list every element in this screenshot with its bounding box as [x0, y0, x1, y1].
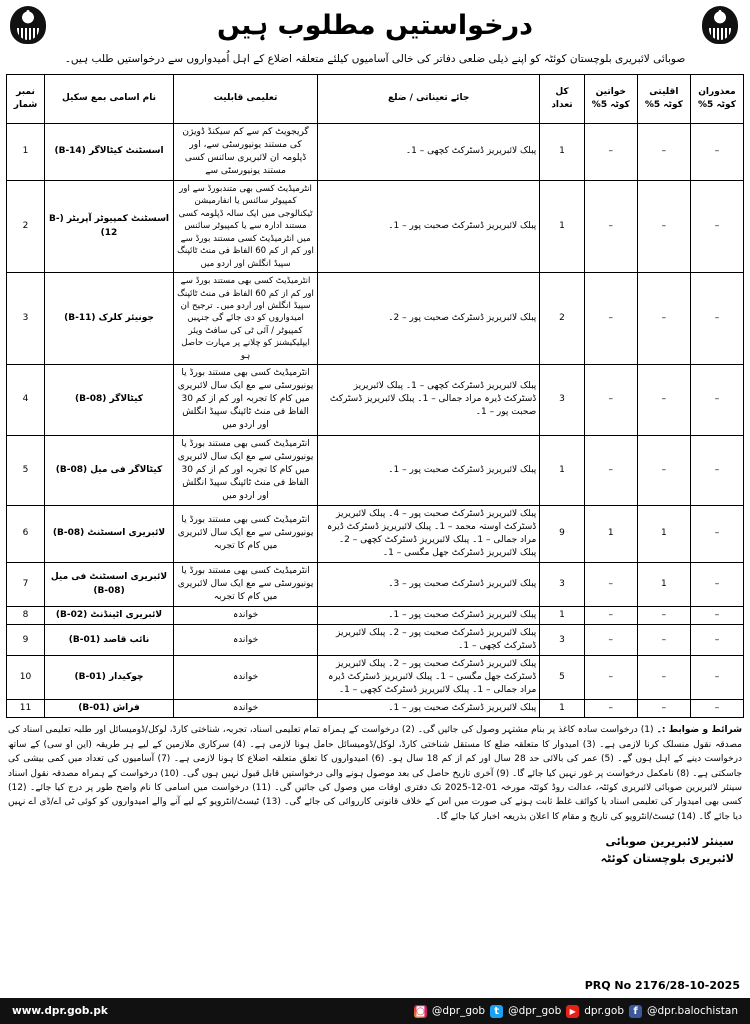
- cell-minority: –: [637, 607, 690, 625]
- cell-total: 1: [540, 180, 584, 272]
- header-women-quota: خواتین کوٹہ 5%: [584, 74, 637, 123]
- cell-disabled: –: [690, 607, 743, 625]
- cell-sr: 7: [7, 562, 45, 606]
- cell-qualification: خواندہ: [173, 625, 317, 656]
- cell-total: 1: [540, 607, 584, 625]
- cell-place: پبلک لائبریریز ڈسٹرکٹ صحبت پور – 1۔: [318, 180, 540, 272]
- header-minority-quota: اقلیتی کوٹہ 5%: [637, 74, 690, 123]
- govt-balochistan-crest-icon-left: [10, 6, 48, 46]
- signature-line-1: سینئر لائبریرین صوبائی: [605, 835, 734, 849]
- cell-minority: –: [637, 625, 690, 656]
- table-row: [7, 607, 744, 625]
- cell-minority: –: [637, 123, 690, 180]
- header-qualification: تعلیمی قابلیت: [173, 74, 317, 123]
- cell-post: نائب قاصد (B-01): [45, 625, 174, 656]
- cell-post: لائبریری اٹینڈنٹ (B-02): [45, 607, 174, 625]
- cell-qualification: گریجویٹ کم سے کم سیکنڈ ڈویژن کی مستند یونیورسٹی سے، اور ڈپلومہ ان لائبریری سائنس کسی مستند یونیورسٹی سے: [173, 123, 317, 180]
- cell-disabled: –: [690, 505, 743, 562]
- table-body: [7, 123, 744, 718]
- cell-women: –: [584, 180, 637, 272]
- cell-sr: 4: [7, 365, 45, 435]
- youtube-handle: dpr.gob: [584, 1005, 625, 1017]
- cell-sr: 5: [7, 435, 45, 505]
- cell-sr: 8: [7, 607, 45, 625]
- cell-total: 3: [540, 365, 584, 435]
- cell-women: –: [584, 435, 637, 505]
- cell-post: لائبریری اسسٹنٹ (B-08): [45, 505, 174, 562]
- table-row: [7, 123, 744, 180]
- cell-minority: –: [637, 656, 690, 700]
- cell-place: پبلک لائبریریز ڈسٹرکٹ صحبت پور – 4۔ پبلک لائبریریز ڈسٹرکٹ اوستہ محمد – 1۔ پبلک لائبریریز ڈسٹرکٹ ڈیرہ مراد جمالی – 1۔ پبلک لائبریریز ڈسٹرکٹ کچھی – 2۔ پبلک لائبریریز ڈسٹرکٹ جھل مگسی – 1۔: [318, 505, 540, 562]
- cell-total: 2: [540, 273, 584, 365]
- header-disabled-quota: معذوران کوٹہ 5%: [690, 74, 743, 123]
- cell-sr: 3: [7, 273, 45, 365]
- cell-qualification: خواندہ: [173, 700, 317, 718]
- cell-place: پبلک لائبریریز ڈسٹرکٹ کچھی – 1۔: [318, 123, 540, 180]
- conditions-text: (1) درخواست سادہ کاغذ پر بنام مشتہر وصول کی جائیں گی۔ (2) درخواست کے ہمراہ تمام تعلیمی اسناد، تجربہ، شناختی کارڈ، لوکل/ڈومیسائل اور طلبہ تعلیمی اسناد کی مصدقہ نقول منسلک کرنا لازمی ہے۔ (3) امیدوار کا متعلقہ ضلع کا مستقل شناختی کارڈ، لوکل/ڈومیسائل حامل ہونا لازمی ہے۔ (4) سرکاری ملازمین کے لیے ہر طریقہ (این او سی) کے ساتھ درخواست دینے کے اہل ہوں گے۔ (5) عمر کی بالائی حد 28 سال اور کم از کم 18 سال ہو۔ (6) امیدواروں کا تعلق متعلقہ اضلاع کا ہونا لازمی ہے۔ (7) آسامیوں کی تعداد میں کمی بیشی کی جاسکتی ہے۔ (8) نامکمل درخواست پر غور نہیں کیا جائے گا۔ (9) آخری تاریخ حاصل کی بعد موصول ہونے والی درخواستیں قابل قبول نہیں ہوں گی۔ (10) درخواست کے ہمراہ مصدقہ نقول اسناد سینئر لائبریرین صوبائی لائبریری کوئٹہ، عدالت روڈ کوئٹہ مورخہ 01-12-2025 تک دفتری اوقات میں وصول کی جائیں گی۔ (11) درخواست میں اسامی کا نام واضح طور پر درج کیا جائے۔ (12) کسی بھی امیدوار کی تعلیمی اسناد یا کوائف غلط ثابت ہونے کی صورت میں اس کے خلاف قانونی کارروائی کی جائے گی۔ (13) ٹیسٹ/انٹرویو کے لیے آنے والے امیدواروں کو کوئی ٹی اے/ڈی اے نہیں دیا جائے گا۔ (14) ٹیسٹ/انٹرویو کی تاریخ و مقام کا اعلان بذریعہ اخبار کیا جائے گا۔: [8, 725, 743, 822]
- cell-women: –: [584, 123, 637, 180]
- prq-number: PRQ No 2176/28-10-2025: [584, 979, 740, 992]
- cell-qualification: خواندہ: [173, 607, 317, 625]
- cell-disabled: –: [690, 435, 743, 505]
- cell-disabled: –: [690, 656, 743, 700]
- cell-disabled: –: [690, 273, 743, 365]
- cell-place: پبلک لائبریریز ڈسٹرکٹ صحبت پور – 2۔: [318, 273, 540, 365]
- cell-post: اسسٹنٹ کیٹالاگر (B-14): [45, 123, 174, 180]
- cell-women: –: [584, 607, 637, 625]
- footer-bar: [0, 998, 750, 1024]
- page-title: درخواستیں مطلوب ہیں: [217, 10, 533, 41]
- cell-qualification: خواندہ: [173, 656, 317, 700]
- table-row: [7, 505, 744, 562]
- cell-total: 5: [540, 656, 584, 700]
- cell-sr: 6: [7, 505, 45, 562]
- cell-qualification: انٹرمیڈیٹ کسی بھی مستند بورڈ سے اور کم از کم 60 الفاظ فی منٹ ٹائپنگ سپیڈ انگلش اور اردو میں۔ ترجیح ان امیدواروں کو دی جائے گی جنہیں کمپیوٹر / آئی ٹی کی سافٹ ویئر ایپلیکیشنز کو چلانے پر مہارت حاصل ہو: [173, 273, 317, 365]
- cell-disabled: –: [690, 365, 743, 435]
- cell-women: –: [584, 700, 637, 718]
- header-sr: نمبر شمار: [7, 74, 45, 123]
- cell-qualification: انٹرمیڈیٹ کسی بھی متندبورڈ سے اور کمپیوٹر سائنس یا انفارمیشن ٹیکنالوجی میں ایک سالہ ڈپلومہ کسی مستند ادارہ سے یا کمپیوٹر سائنس میں انٹرمیڈیٹ کسی مستند بورڈ سے اور کم از کم 60 الفاظ فی منٹ ٹائپنگ سپیڈ انگلش اور اردو میں: [173, 180, 317, 272]
- signature-line-2: لائبریری بلوچستان کوئٹہ: [600, 851, 734, 865]
- cell-place: پبلک لائبریریز ڈسٹرکٹ صحبت پور – 2۔ پبلک لائبریریز ڈسٹرکٹ کچھی – 1۔: [318, 625, 540, 656]
- twitter-handle: @dpr_gob: [508, 1005, 562, 1017]
- cell-post: لائبریری اسسٹنٹ فی میل (B-08): [45, 562, 174, 606]
- cell-disabled: –: [690, 625, 743, 656]
- cell-qualification: انٹرمیڈیٹ کسی بھی مستند بورڈ یا یونیورسٹی سے مع ایک سال لائبریری میں کام کا تجربہ اور کم از کم 30 الفاظ فی منٹ ٹائپنگ سپیڈ انگلش اور اردو میں: [173, 435, 317, 505]
- table-row: [7, 562, 744, 606]
- table-row: [7, 435, 744, 505]
- cell-sr: 11: [7, 700, 45, 718]
- cell-total: 1: [540, 123, 584, 180]
- footer-social-links: [414, 1005, 738, 1018]
- cell-women: –: [584, 365, 637, 435]
- intro-paragraph: صوبائی لائبریری بلوچستان کوئٹہ کو اپنے ذیلی ضلعی دفاتر کی خالی آسامیوں کیلئے متعلقہ اضلاع کے اہل اُمیدواروں سے درخواستیں طلب ہیں۔: [64, 53, 686, 65]
- cell-disabled: –: [690, 700, 743, 718]
- cell-women: –: [584, 656, 637, 700]
- table-row: [7, 700, 744, 718]
- youtube-icon: ▶: [566, 1005, 579, 1018]
- header-total: کل تعداد: [540, 74, 584, 123]
- instagram-handle: @dpr_gob: [431, 1005, 486, 1017]
- cell-disabled: –: [690, 180, 743, 272]
- cell-post: کیٹالاگر فی میل (B-08): [45, 435, 174, 505]
- cell-sr: 9: [7, 625, 45, 656]
- conditions-title: شرائط و ضوابط :۔: [656, 725, 742, 736]
- cell-total: 9: [540, 505, 584, 562]
- govt-balochistan-crest-icon-right: [702, 6, 740, 46]
- cell-minority: 1: [637, 505, 690, 562]
- cell-post: اسسٹنٹ کمپیوٹر آپریٹر (B-12): [45, 180, 174, 272]
- footer-website[interactable]: www.dpr.gob.pk: [12, 1005, 108, 1017]
- cell-sr: 10: [7, 656, 45, 700]
- cell-place: پبلک لائبریریز ڈسٹرکٹ صحبت پور – 1۔: [318, 607, 540, 625]
- cell-post: فراش (B-01): [45, 700, 174, 718]
- cell-minority: –: [637, 365, 690, 435]
- cell-place: پبلک لائبریریز ڈسٹرکٹ صحبت پور – 2۔ پبلک لائبریریز ڈسٹرکٹ جھل مگسی – 1۔ پبلک لائبریریز ڈسٹرکٹ ڈیرہ مراد جمالی – 1۔ پبلک لائبریریز ڈسٹرکٹ کچھی – 1۔: [318, 656, 540, 700]
- cell-qualification: انٹرمیڈیٹ کسی بھی مستند بورڈ یا یونیورسٹی سے مع ایک سال لائبریری میں کام کا تجربہ: [173, 505, 317, 562]
- table-row: [7, 273, 744, 365]
- cell-qualification: انٹرمیڈیٹ کسی بھی مستند بورڈ یا یونیورسٹی سے مع ایک سال لائبریری میں کام کا تجربہ اور کم از کم 30 الفاظ فی منٹ ٹائپنگ سپیڈ انگلش اور اردو میں: [173, 365, 317, 435]
- signature-block: [6, 828, 744, 871]
- table-header-row: [7, 74, 744, 123]
- social-facebook[interactable]: [629, 1005, 738, 1018]
- social-twitter[interactable]: [490, 1005, 561, 1018]
- cell-post: چوکیدار (B-01): [45, 656, 174, 700]
- cell-minority: 1: [637, 562, 690, 606]
- cell-women: –: [584, 625, 637, 656]
- cell-place: پبلک لائبریریز ڈسٹرکٹ صحبت پور – 3۔: [318, 562, 540, 606]
- header-place: جائے تعیناتی / ضلع: [318, 74, 540, 123]
- cell-women: –: [584, 273, 637, 365]
- instagram-icon: ◙: [415, 1005, 426, 1017]
- header: [6, 4, 744, 50]
- cell-post: کیٹالاگر (B-08): [45, 365, 174, 435]
- cell-women: 1: [584, 505, 637, 562]
- cell-sr: 1: [7, 123, 45, 180]
- cell-qualification: انٹرمیڈیٹ کسی بھی مستند بورڈ یا یونیورسٹی سے مع ایک سال لائبریری میں کام کا تجربہ: [173, 562, 317, 606]
- cell-place: پبلک لائبریریز ڈسٹرکٹ کچھی – 1۔ پبلک لائبریریز ڈسٹرکٹ ڈیرہ مراد جمالی – 1۔ پبلک لائبریریز ڈسٹرکٹ صحبت پور – 1۔: [318, 365, 540, 435]
- conditions-section: [6, 718, 744, 828]
- cell-minority: –: [637, 273, 690, 365]
- social-instagram[interactable]: [414, 1005, 485, 1018]
- cell-total: 3: [540, 625, 584, 656]
- header-post: نام اسامی بمع سکیل: [45, 74, 174, 123]
- facebook-handle: @dpr.balochistan: [647, 1005, 738, 1017]
- cell-total: 1: [540, 435, 584, 505]
- social-youtube[interactable]: [566, 1005, 624, 1018]
- cell-place: پبلک لائبریریز ڈسٹرکٹ صحبت پور – 1۔: [318, 435, 540, 505]
- cell-post: جونیئر کلرک (B-11): [45, 273, 174, 365]
- table-row: [7, 625, 744, 656]
- vacancy-table: [6, 74, 744, 719]
- twitter-icon: t: [490, 1005, 503, 1018]
- cell-women: –: [584, 562, 637, 606]
- cell-total: 1: [540, 700, 584, 718]
- cell-sr: 2: [7, 180, 45, 272]
- cell-minority: –: [637, 435, 690, 505]
- cell-total: 3: [540, 562, 584, 606]
- cell-place: پبلک لائبریریز ڈسٹرکٹ صحبت پور – 1۔: [318, 700, 540, 718]
- cell-disabled: –: [690, 562, 743, 606]
- table-row: [7, 365, 744, 435]
- cell-minority: –: [637, 700, 690, 718]
- facebook-icon: f: [629, 1005, 642, 1018]
- table-row: [7, 180, 744, 272]
- cell-minority: –: [637, 180, 690, 272]
- cell-disabled: –: [690, 123, 743, 180]
- table-row: [7, 656, 744, 700]
